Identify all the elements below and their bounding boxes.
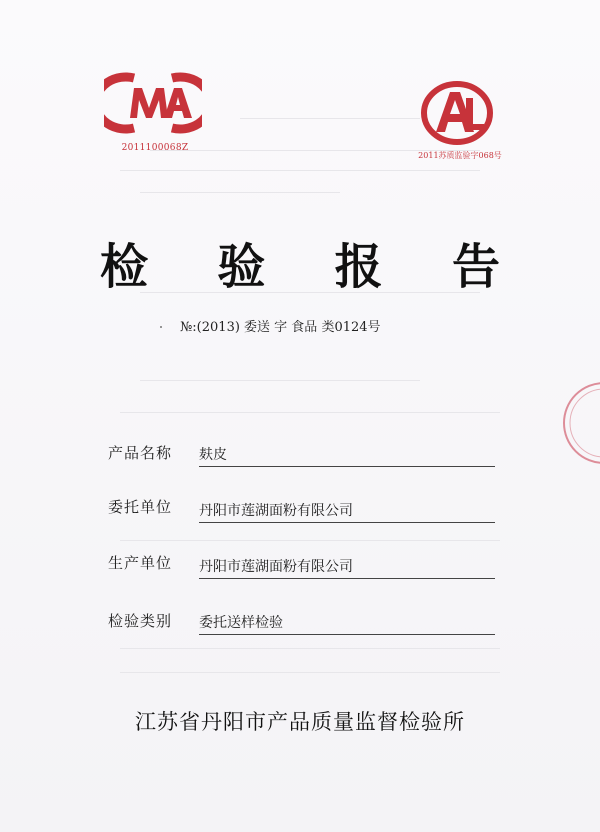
- inspection-type-label: 检验类别: [108, 612, 173, 630]
- product-name-value: 麸皮: [199, 444, 495, 467]
- title-char: 告: [451, 239, 500, 295]
- title-char: 报: [334, 239, 383, 295]
- cma-logo-icon: [104, 70, 202, 136]
- manufacturer-label: 生产单位: [108, 554, 173, 572]
- title-char: 检: [100, 239, 149, 295]
- manufacturer-value: 丹阳市莲湖面粉有限公司: [199, 556, 495, 579]
- issuing-institute: 江苏省丹阳市产品质量监督检验所: [135, 710, 465, 734]
- cal-certificate-code: 2011苏质监验字068号: [418, 151, 502, 160]
- report-number: №:(2013) 委送 字 食品 类0124号: [180, 320, 381, 335]
- seal-stamp-icon: [556, 378, 600, 468]
- page-title: [100, 228, 500, 297]
- title-char: 验: [217, 239, 266, 295]
- product-name-label: 产品名称: [108, 444, 173, 462]
- client-label: 委托单位: [108, 498, 173, 516]
- cal-logo-icon: [418, 80, 496, 146]
- cma-certificate-code: 2011100068Z: [121, 143, 189, 153]
- seal-stamp: [556, 378, 600, 468]
- client-value: 丹阳市莲湖面粉有限公司: [199, 500, 495, 523]
- inspection-type-value: 委托送样检验: [199, 612, 495, 635]
